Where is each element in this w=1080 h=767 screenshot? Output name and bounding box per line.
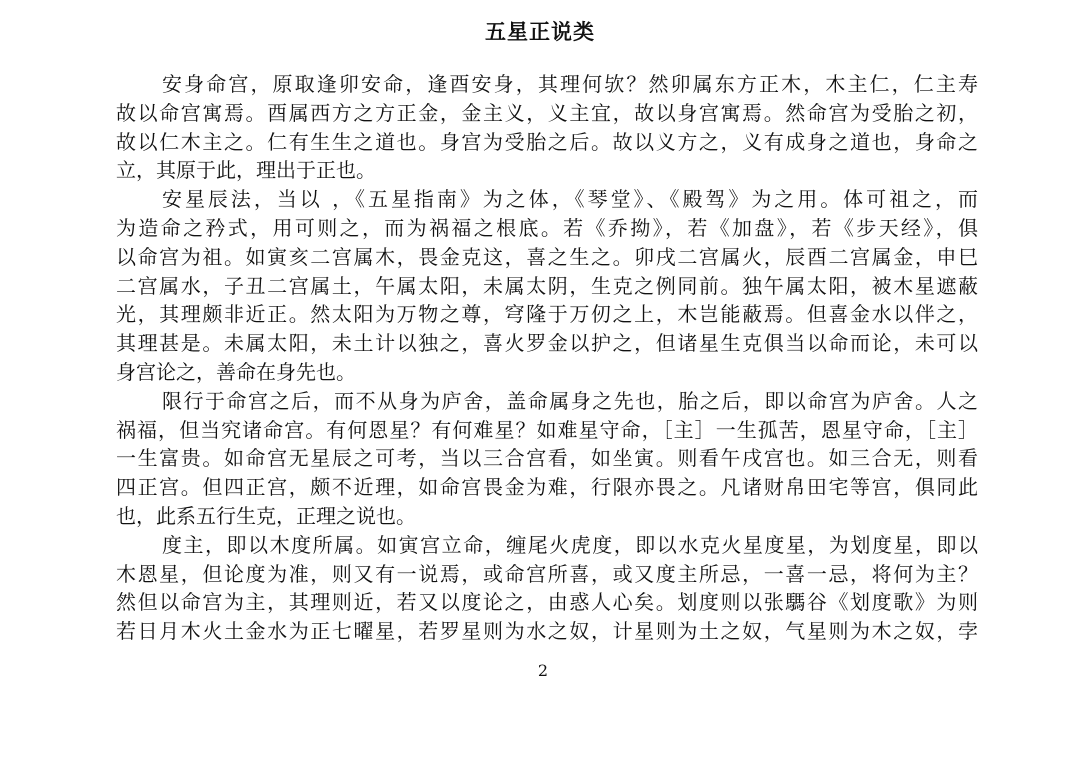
text-line: 限行于命宫之后，而不从身为庐舍，盖命属身之先也，胎之后，即以命宫为庐舍。人之 (162, 388, 978, 413)
text-line: 木恩星，但论度为准，则又有一说焉，或命宫所喜，或又度主所忌，一喜一忌，将何为主？ (116, 561, 978, 586)
page-title: 五星正说类 (485, 20, 595, 44)
body-text (116, 70, 978, 646)
text-line: 以命宫为祖。如寅亥二宫属木，畏金克这，喜之生之。卯戌二宫属火，辰酉二宫属金，申巳 (116, 244, 978, 269)
text-line: 安身命宫，原取逢卯安命，逢酉安身，其理何欤？然卯属东方正木，木主仁，仁主寿 (162, 72, 978, 96)
text-line: 二宫属水，子丑二宫属土，午属太阳，未属太阴，生克之例同前。独午属太阳，被木星遮蔽 (116, 273, 978, 298)
text-line: 为造命之矜式，用可则之，而为祸福之根底。若《乔拗》，若《加盘》，若《步天经》，俱 (116, 215, 978, 240)
text-line: 身宫论之，善命在身先也。 (116, 359, 356, 384)
text-line: 故以命宫寓焉。酉属西方之方正金，金主义，义主宜，故以身宫寓焉。然命宫为受胎之初， (116, 100, 978, 125)
text-line: 故以仁木主之。仁有生生之道也。身宫为受胎之后。故以义方之，义有成身之道也，身命之 (116, 129, 978, 154)
text-line: 也，此系五行生克，正理之说也。 (116, 503, 416, 528)
text-line: 立，其原于此，理出于正也。 (116, 158, 376, 183)
text-line: 度主，即以木度所属。如寅宫立命，缠尾火虎度，即以水克火星度星，为划度星，即以 (162, 532, 978, 557)
text-line: 四正宫。但四正宫，颇不近理，如命宫畏金为难，行限亦畏之。凡诸财帛田宅等宫，俱同此 (116, 475, 978, 500)
text-line: 一生富贵。如命宫无星辰之可考，当以三合宫看，如坐寅。则看午戌宫也。如三合无，则看 (116, 446, 978, 471)
page-number: 2 (537, 661, 549, 680)
text-line: 若日月木火土金水为正七曜星，若罗星则为水之奴，计星则为土之奴，气星则为木之奴，孛 (116, 619, 978, 644)
text-line: 祸福，但当究诸命宫。有何恩星？有何难星？如难星守命，［主］一生孤苦，恩星守命，［主］ (116, 417, 978, 442)
text-line: 光，其理颇非近正。然太阳为万物之尊，穹隆于万仞之上，木岂能蔽焉。但喜金水以伴之， (116, 302, 978, 327)
text-line: 安星辰法，当以 ，《五星指南》为之体，《琴堂》、《殿驾》为之用。体可祖之，而 (162, 187, 978, 212)
text-line: 其理甚是。未属太阳，未土计以独之，喜火罗金以护之，但诸星生克俱当以命而论，未可以 (116, 331, 978, 356)
text-line: 然但以命宫为主，其理则近，若又以度论之，由惑人心矣。划度则以张騳谷《划度歌》为则 (116, 590, 978, 615)
